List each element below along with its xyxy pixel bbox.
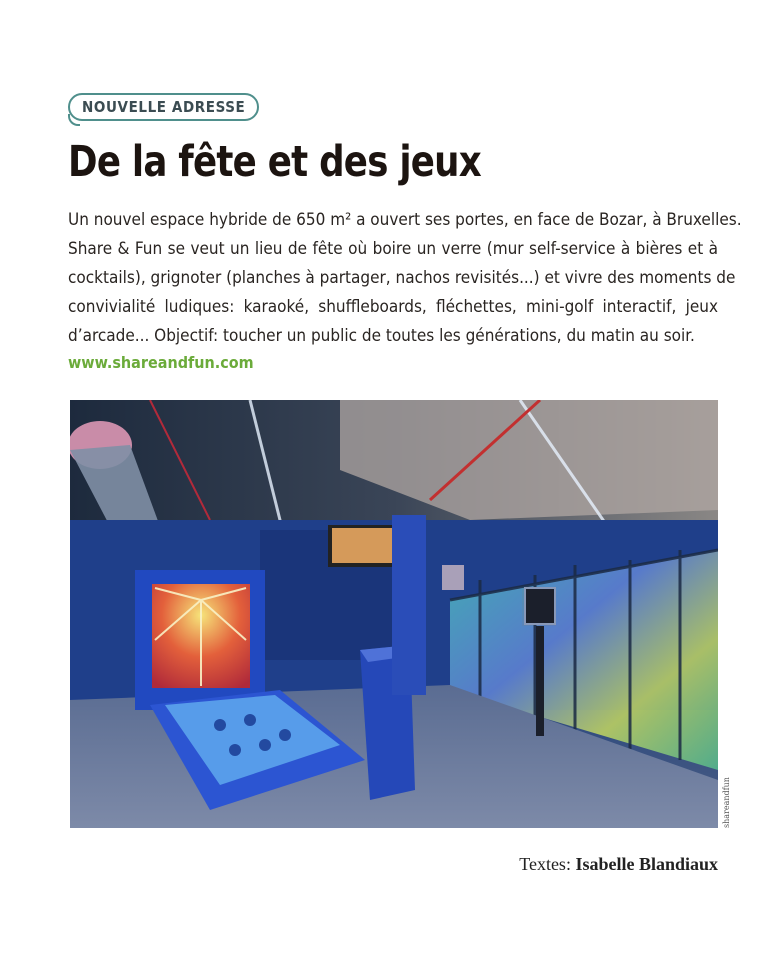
article-body [68,206,742,351]
body-line-1: Un nouvel espace hybride de 650 m² a ouvert ses portes, en face de Bozar, à Bruxelles. [68,210,742,230]
venue-photo [70,400,718,828]
body-line-5: d’arcade... Objectif: toucher un public de toutes les générations, du matin au soir. [68,326,695,346]
body-line-3: cocktails), grignoter (planches à partager, nachos revisités...) et vivre des moments de [68,268,736,288]
photo-credit: shareandfun [722,777,731,828]
author-name: Isabelle Blandiaux [575,854,718,874]
article-title: De la fête et des jeux [68,137,482,187]
website-link[interactable]: www.shareandfun.com [68,353,254,372]
author-label: Textes: [519,854,571,874]
section-tag-label: NOUVELLE ADRESSE [82,98,246,116]
venue-photo-illustration [70,400,718,828]
body-line-4: convivialité ludiques: karaoké, shuffleboards, fléchettes, mini-golf interactif, jeux [68,297,718,317]
author-credit [519,854,718,875]
section-tag [68,93,259,121]
body-line-2: Share & Fun se veut un lieu de fête où boire un verre (mur self-service à bières et à [68,239,718,259]
